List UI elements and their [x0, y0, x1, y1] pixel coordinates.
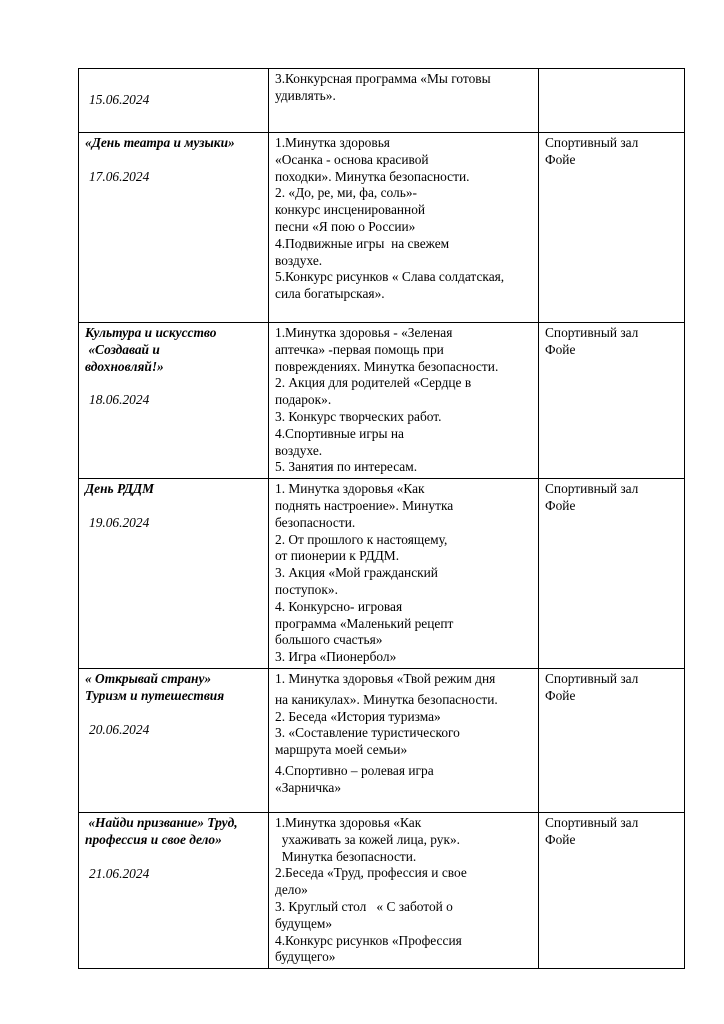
day-date: 19.06.2024: [89, 514, 150, 530]
activity-line: поднять настроение». Минутка: [275, 497, 454, 513]
day-cell: [79, 323, 269, 479]
schedule-row: [79, 323, 685, 479]
location-cell: [539, 69, 685, 133]
day-cell: [79, 668, 269, 812]
activities-cell: [269, 133, 539, 323]
location-line: Спортивный зал: [545, 814, 639, 830]
activity-line: 1.Минутка здоровья «Как: [275, 814, 422, 830]
activity-line: большого счастья»: [275, 632, 383, 648]
activity-line: на каникулах». Минутка безопасности.: [275, 691, 498, 707]
activity-line: безопасности.: [275, 514, 356, 530]
location-cell: [539, 133, 685, 323]
schedule-row: [79, 812, 685, 968]
day-date: 17.06.2024: [89, 168, 150, 184]
activity-line: 3.Конкурсная программа «Мы готовы: [275, 71, 491, 86]
activity-line: 4. Конкурсно- игровая: [275, 598, 403, 614]
location-line: Спортивный зал: [545, 670, 639, 686]
day-title: «День театра и музыки»: [85, 135, 235, 150]
day-title: Туризм и путешествия: [85, 687, 225, 703]
activities-cell: [269, 812, 539, 968]
location-line: Спортивный зал: [545, 481, 639, 497]
activity-line: 4.Спортивно – ролевая игра: [275, 762, 434, 778]
activity-line: 3. Игра «Пионербол»: [275, 649, 397, 665]
location-line: Спортивный зал: [545, 135, 639, 150]
schedule-row: [79, 479, 685, 669]
activity-line: воздухе.: [275, 442, 323, 458]
location-line: Фойе: [545, 151, 576, 167]
activity-line: конкурс инсценированной: [275, 202, 426, 218]
activity-line: 4.Подвижные игры на свежем: [275, 235, 450, 251]
activity-line: подарок».: [275, 392, 332, 408]
location-line: Фойе: [545, 687, 576, 703]
location-cell: [539, 812, 685, 968]
activity-line: 4.Спортивные игры на: [275, 425, 404, 441]
activity-line: песни «Я пою о России»: [275, 218, 416, 234]
activity-line: «Осанка - основа красивой: [275, 151, 429, 167]
activity-line: поступок».: [275, 581, 338, 597]
activity-line: 2. Акция для родителей «Сердце в: [275, 375, 472, 391]
day-title: « Открывай страну»: [85, 670, 212, 686]
activity-line: 1. Минутка здоровья «Твой режим дня: [275, 670, 496, 686]
activity-line: 2. От прошлого к настоящему,: [275, 531, 448, 547]
activity-line: 4.Конкурс рисунков «Профессия: [275, 932, 462, 948]
activity-line: программа «Маленький рецепт: [275, 615, 454, 631]
location-cell: [539, 323, 685, 479]
location-line: Фойе: [545, 497, 576, 513]
schedule-row: [79, 133, 685, 323]
activity-line: 2. «До, ре, ми, фа, соль»-: [275, 185, 418, 201]
day-date: 15.06.2024: [89, 92, 150, 108]
activity-line: повреждениях. Минутка безопасности.: [275, 358, 499, 374]
day-title: Культура и искусство: [85, 325, 217, 340]
activity-line: 5.Конкурс рисунков « Слава солдатская,: [275, 269, 505, 285]
day-cell: [79, 69, 269, 133]
activity-line: маршрута моей семьи»: [275, 742, 408, 758]
activity-line: 3. Акция «Мой гражданский: [275, 565, 438, 581]
location-line: Фойе: [545, 831, 576, 847]
day-title: вдохновляй!»: [85, 358, 164, 374]
activity-line: воздухе.: [275, 252, 323, 268]
activity-line: походки». Минутка безопасности.: [275, 168, 470, 184]
location-cell: [539, 479, 685, 669]
location-line: Спортивный зал: [545, 325, 639, 340]
day-date: 21.06.2024: [89, 865, 150, 881]
activity-line: «Зарничка»: [275, 779, 342, 795]
activity-line: 3. Конкурс творческих работ.: [275, 408, 442, 424]
activity-line: сила богатырская».: [275, 286, 385, 302]
day-title: «Найди призвание» Труд,: [85, 814, 238, 830]
location-cell: [539, 668, 685, 812]
activity-line: 2.Беседа «Труд, профессия и свое: [275, 865, 467, 881]
activities-cell: [269, 479, 539, 669]
activity-line: 1. Минутка здоровья «Как: [275, 481, 425, 497]
activity-line: 5. Занятия по интересам.: [275, 459, 418, 475]
activity-line: 3. «Составление туристического: [275, 725, 460, 741]
day-title: «Создавай и: [85, 341, 160, 357]
activity-line: удивлять».: [275, 87, 336, 103]
activity-line: будущего»: [275, 949, 336, 965]
day-cell: [79, 133, 269, 323]
activity-line: ухаживать за кожей лица, рук».: [275, 831, 461, 847]
day-cell: [79, 479, 269, 669]
schedule-table: [78, 68, 685, 969]
schedule-body: [79, 69, 685, 969]
day-title: профессия и свое дело»: [85, 831, 222, 847]
activities-cell: [269, 69, 539, 133]
activities-cell: [269, 668, 539, 812]
schedule-row: [79, 69, 685, 133]
activity-line: аптечка» -первая помощь при: [275, 341, 444, 357]
activity-line: будущем»: [275, 915, 333, 931]
day-title: День РДДМ: [85, 481, 155, 497]
day-cell: [79, 812, 269, 968]
activities-cell: [269, 323, 539, 479]
schedule-row: [79, 668, 685, 812]
day-date: 18.06.2024: [89, 392, 150, 408]
activity-line: 2. Беседа «История туризма»: [275, 708, 441, 724]
activity-line: 1.Минутка здоровья: [275, 135, 390, 150]
day-date: 20.06.2024: [89, 721, 150, 737]
location-line: Фойе: [545, 341, 576, 357]
activity-line: дело»: [275, 882, 308, 898]
activity-line: от пионерии к РДДМ.: [275, 548, 400, 564]
activity-line: 1.Минутка здоровья - «Зеленая: [275, 325, 453, 340]
activity-line: Минутка безопасности.: [275, 848, 417, 864]
activity-line: 3. Круглый стол « С заботой о: [275, 898, 453, 914]
